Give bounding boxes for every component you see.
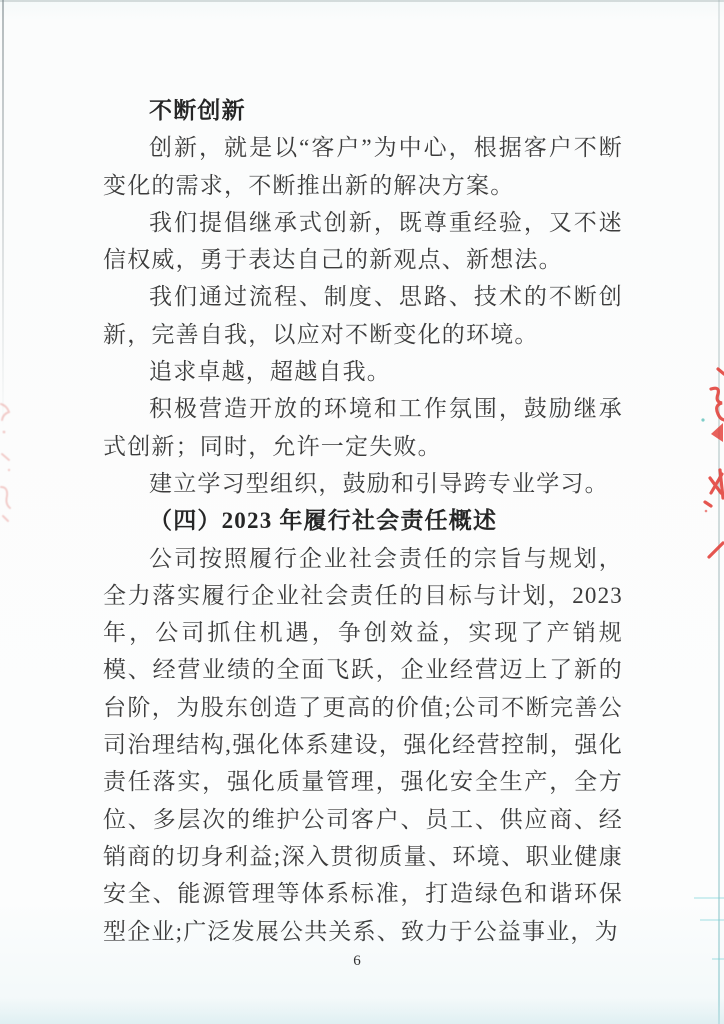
paragraph: 追求卓越，超越自我。 [149,359,391,385]
scan-edge-artifact-bottom [0,998,724,1024]
teal-fleck [701,418,704,421]
stamp-bleed-marks [0,392,16,532]
paragraph: 建立学习型组织，鼓励和引导跨专业学习。 [149,470,609,496]
section-heading: 不断创新 [149,98,246,123]
scan-edge-artifact-left [2,0,4,430]
text-block [103,92,623,950]
paragraph: 我们通过流程、制度、思路、技术的不断创新，完善自我，以应对不断变化的环境。 [103,284,623,347]
red-seal-stamp-fragment [697,360,724,562]
scan-edge-artifact-top [0,0,724,2]
paragraph: 积极营造开放的环境和工作氛围，鼓励继承式创新；同时，允许一定失败。 [103,396,623,459]
paragraph: 我们提倡继承式创新，既尊重经验，又不迷信权威，勇于表达自己的新观点、新想法。 [103,209,623,273]
page-number: 6 [353,953,361,969]
scan-streak [694,897,724,899]
paragraph: 公司按照履行企业社会责任的宗旨与规划，全力落实履行企业社会责任的目标与计划，2023 年，公司抓住机遇，争创效益，实现了产销规模、经营业绩的全面飞跃，企业经营迈上了新的台阶，为股东创造了更高的价值;公司不断完善公司治理结构,强化体系建设，强化经营控制，强化责任落实，强化质量管理，强化安全生产，全方位、多层次的维护公司客户、员工、供应商、经销商的切身利益;深入贯彻质量、环境、职业健康安全、能源管理等体系标准，打造绿色和谐环保型企业;广泛发展公共关系、致力于公益事业，为 [103,545,623,944]
paragraph: 创新，就是以“客户”为中心，根据客户不断变化的需求，不断推出新的解决方案。 [103,135,623,198]
scan-streak [700,919,724,921]
section-heading: （四）2023 年履行社会责任概述 [149,508,498,534]
